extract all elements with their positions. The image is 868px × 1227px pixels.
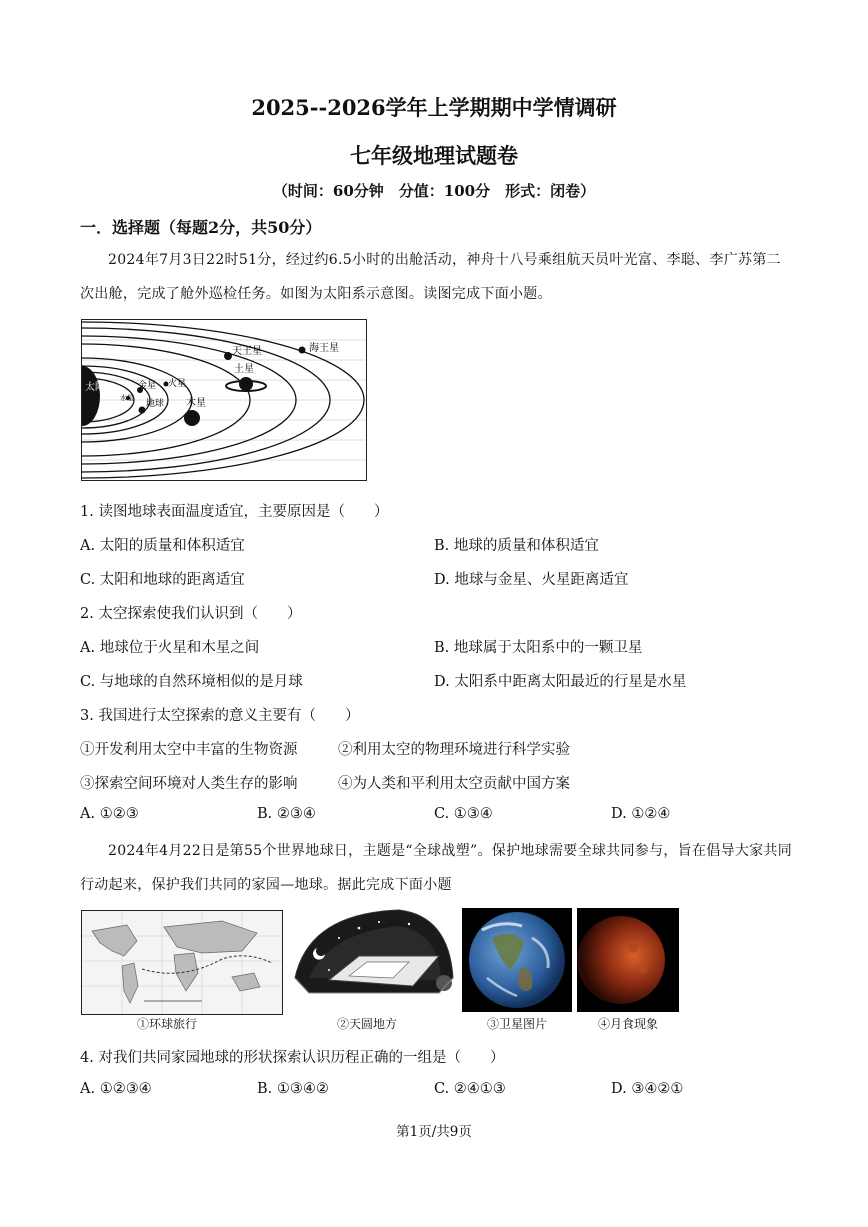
eclipse-photo [577,908,679,1012]
sun-shape [82,366,100,426]
saturn-label: 土星 [234,364,254,375]
neptune-label: 海王星 [309,343,339,354]
caption-travel: ①环球旅行 [137,1017,198,1031]
q4-option-d[interactable]: D. ③④②① [611,1081,684,1097]
q2-option-d[interactable]: D. 太阳系中距离太阳最近的行星是水星 [434,674,687,690]
caption-dome: ②天圆地方 [337,1017,398,1031]
q3-option-b[interactable]: B. ②③④ [257,806,316,822]
q1-option-a[interactable]: A. 太阳的质量和体积适宜 [80,538,245,554]
q3-option-d[interactable]: D. ①②④ [611,806,671,822]
q1-stem: 1. 读图地球表面温度适宜，主要原因是（ ） [80,504,389,520]
lunar-eclipse-figure [577,908,679,1012]
earth-photo [462,908,572,1012]
jupiter-label: 木星 [186,398,206,409]
uranus-label: 天王星 [232,346,262,357]
mercury-label: 水星 [120,394,134,402]
q2-option-b[interactable]: B. 地球属于太阳系中的一颗卫星 [434,640,643,656]
q1-option-b[interactable]: B. 地球的质量和体积适宜 [434,538,599,554]
exam-meta: （时间：60分钟 分值：100分 形式：闭卷） [272,182,596,200]
exam-title: 2025--2026学年上学期期中学情调研 [251,95,617,120]
heaven-round-earth-square-figure [289,908,455,1013]
solar-system-diagram [82,320,366,480]
sun-label: 太阳 [85,382,105,393]
q4-option-b[interactable]: B. ①③④② [257,1081,329,1097]
q3-stem: 3. 我国进行太空探索的意义主要有（ ） [80,708,360,724]
caption-eclipse: ④月食现象 [598,1017,659,1031]
venus-label: 金星 [138,381,157,391]
q2-stem: 2. 太空探索使我们认识到（ ） [80,606,302,622]
intro-paragraph-2: 2024年4月22日是第55个世界地球日，主题是“全球战塑”。保护地球需要全球共同参与，旨在倡导大家共同行动起来，保护我们共同的家园—地球。据此完成下面小题 [80,843,793,893]
world-map-figure [81,910,283,1015]
q4-option-a[interactable]: A. ①②③④ [80,1081,152,1097]
mars-label: 火星 [168,379,187,389]
page-number: 第1页/共9页 [396,1124,472,1140]
q3-option-a[interactable]: A. ①②③ [80,806,139,822]
solar-system-figure [81,319,367,481]
q3-option-c[interactable]: C. ①③④ [434,806,493,822]
q2-option-c[interactable]: C. 与地球的自然环境相似的是月球 [80,674,303,690]
q3-statement-3: ③探索空间环境对人类生存的影响 [80,776,298,792]
section-heading: 一．选择题（每题2分，共50分） [80,218,322,237]
q4-option-c[interactable]: C. ②④①③ [434,1081,506,1097]
q1-option-d[interactable]: D. 地球与金星、火星距离适宜 [434,572,629,588]
earth-label: 地球 [146,399,165,409]
q2-option-a[interactable]: A. 地球位于火星和木星之间 [80,640,260,656]
q3-statement-2: ②利用太空的物理环境进行科学实验 [338,742,570,758]
q3-statement-1: ①开发利用太空中丰富的生物资源 [80,742,298,758]
caption-satellite: ③卫星图片 [487,1017,548,1031]
satellite-earth-figure [462,908,572,1012]
exam-subtitle: 七年级地理试题卷 [350,143,518,168]
q1-option-c[interactable]: C. 太阳和地球的距离适宜 [80,572,245,588]
dome-image [289,908,455,1013]
world-map-image [82,911,282,1014]
q4-stem: 4. 对我们共同家园地球的形状探索认识历程正确的一组是（ ） [80,1050,505,1066]
intro-paragraph-1: 2024年7月3日22时51分，经过约6.5小时的出舱活动，神舟十八号乘组航天员叶光富、李聪、李广苏第二次出舱，完成了舱外巡检任务。如图为太阳系示意图。读图完成下面小题。 [80,252,781,302]
q3-statement-4: ④为人类和平利用太空贡献中国方案 [338,776,570,792]
